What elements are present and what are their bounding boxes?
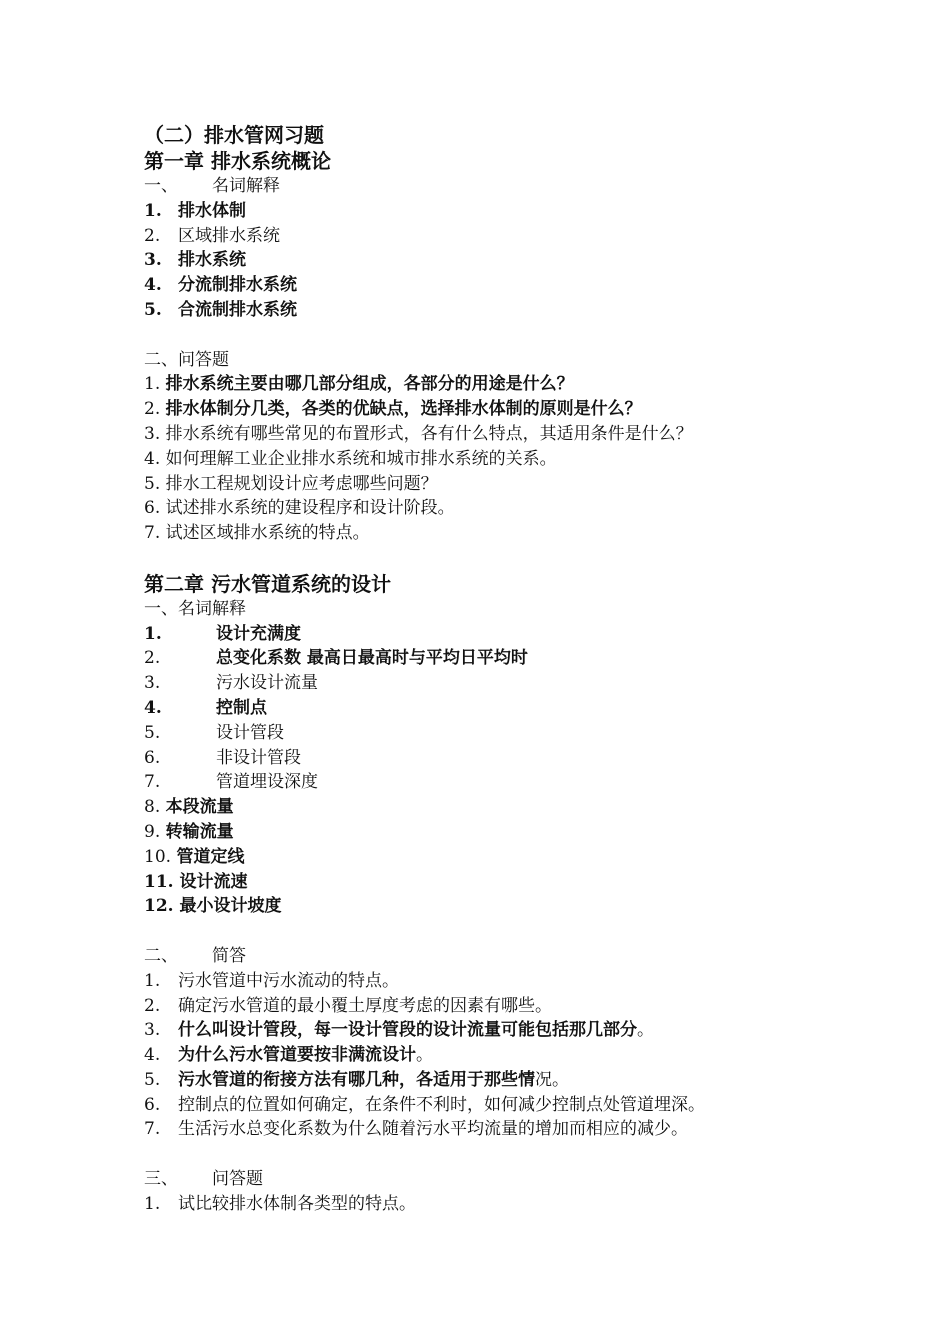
list-item: 9. 转输流量 bbox=[144, 821, 234, 842]
list-item: 6. 试述排水系统的建设程序和设计阶段。 bbox=[144, 498, 455, 519]
list-item: 2. 确定污水管道的最小覆土厚度考虑的因素有哪些。 bbox=[144, 995, 552, 1016]
list-item: 4. 分流制排水系统 bbox=[144, 275, 297, 296]
list-item: 4. 如何理解工业企业排水系统和城市排水系统的关系。 bbox=[144, 448, 557, 469]
list-item: 5. 设计管段 bbox=[144, 722, 284, 743]
list-item: 6. 控制点的位置如何确定，在条件不利时，如何减少控制点处管道埋深。 bbox=[144, 1094, 705, 1115]
list-item: 5. 污水管道的衔接方法有哪几种，各适用于那些情况。 bbox=[144, 1069, 569, 1090]
list-item: 2. 总变化系数 最高日最高时与平均日平均时 bbox=[144, 648, 528, 669]
ch2-section-3-heading: 三、 问答题 bbox=[144, 1169, 263, 1190]
list-item: 10. 管道定线 bbox=[144, 846, 245, 867]
chapter-1-heading: 第一章 排水系统概论 bbox=[144, 149, 331, 173]
list-item: 3. 什么叫设计管段，每一设计管段的设计流量可能包括那几部分。 bbox=[144, 1020, 654, 1041]
list-item: 7. 生活污水总变化系数为什么随着污水平均流量的增加而相应的减少。 bbox=[144, 1119, 688, 1140]
document-title: （二）排水管网习题 bbox=[144, 123, 324, 147]
spacer bbox=[144, 1142, 844, 1167]
spacer bbox=[144, 323, 844, 348]
list-item: 4. 为什么污水管道要按非满流设计。 bbox=[144, 1045, 433, 1066]
list-item: 7. 管道埋设深度 bbox=[144, 772, 318, 793]
list-item: 3. 污水设计流量 bbox=[144, 673, 318, 694]
ch1-section-2-heading: 二、问答题 bbox=[144, 349, 229, 370]
list-item: 1. 设计充满度 bbox=[144, 623, 301, 644]
list-item: 11. 设计流速 bbox=[144, 871, 248, 892]
list-item: 6. 非设计管段 bbox=[144, 747, 301, 768]
list-item: 5. 排水工程规划设计应考虑哪些问题？ bbox=[144, 473, 438, 494]
ch2-section-2-heading: 二、 简答 bbox=[144, 945, 246, 966]
list-item: 2. 排水体制分几类，各类的优缺点，选择排水体制的原则是什么？ bbox=[144, 399, 642, 420]
list-item: 3. 排水系统有哪些常见的布置形式，各有什么特点，其适用条件是什么？ bbox=[144, 423, 693, 444]
ch1-section-1-heading: 一、 名词解释 bbox=[144, 176, 280, 196]
list-item: 1. 排水体制 bbox=[144, 200, 246, 221]
list-item: 1. 试比较排水体制各类型的特点。 bbox=[144, 1193, 416, 1214]
list-item: 4. 控制点 bbox=[144, 697, 267, 718]
document-page bbox=[144, 122, 844, 1217]
spacer bbox=[144, 546, 844, 571]
list-item: 3. 排水系统 bbox=[144, 250, 246, 271]
list-item: 8. 本段流量 bbox=[144, 797, 234, 818]
list-item: 2. 区域排水系统 bbox=[144, 225, 280, 246]
list-item: 1. 污水管道中污水流动的特点。 bbox=[144, 970, 399, 991]
spacer bbox=[144, 919, 844, 944]
chapter-2-heading: 第二章 污水管道系统的设计 bbox=[144, 571, 391, 596]
list-item: 5. 合流制排水系统 bbox=[144, 299, 297, 320]
list-item: 7. 试述区域排水系统的特点。 bbox=[144, 523, 370, 544]
list-item: 12. 最小设计坡度 bbox=[144, 896, 282, 917]
list-item: 1. 排水系统主要由哪几部分组成，各部分的用途是什么？ bbox=[144, 374, 574, 395]
ch2-section-1-heading: 一、名词解释 bbox=[144, 598, 246, 619]
